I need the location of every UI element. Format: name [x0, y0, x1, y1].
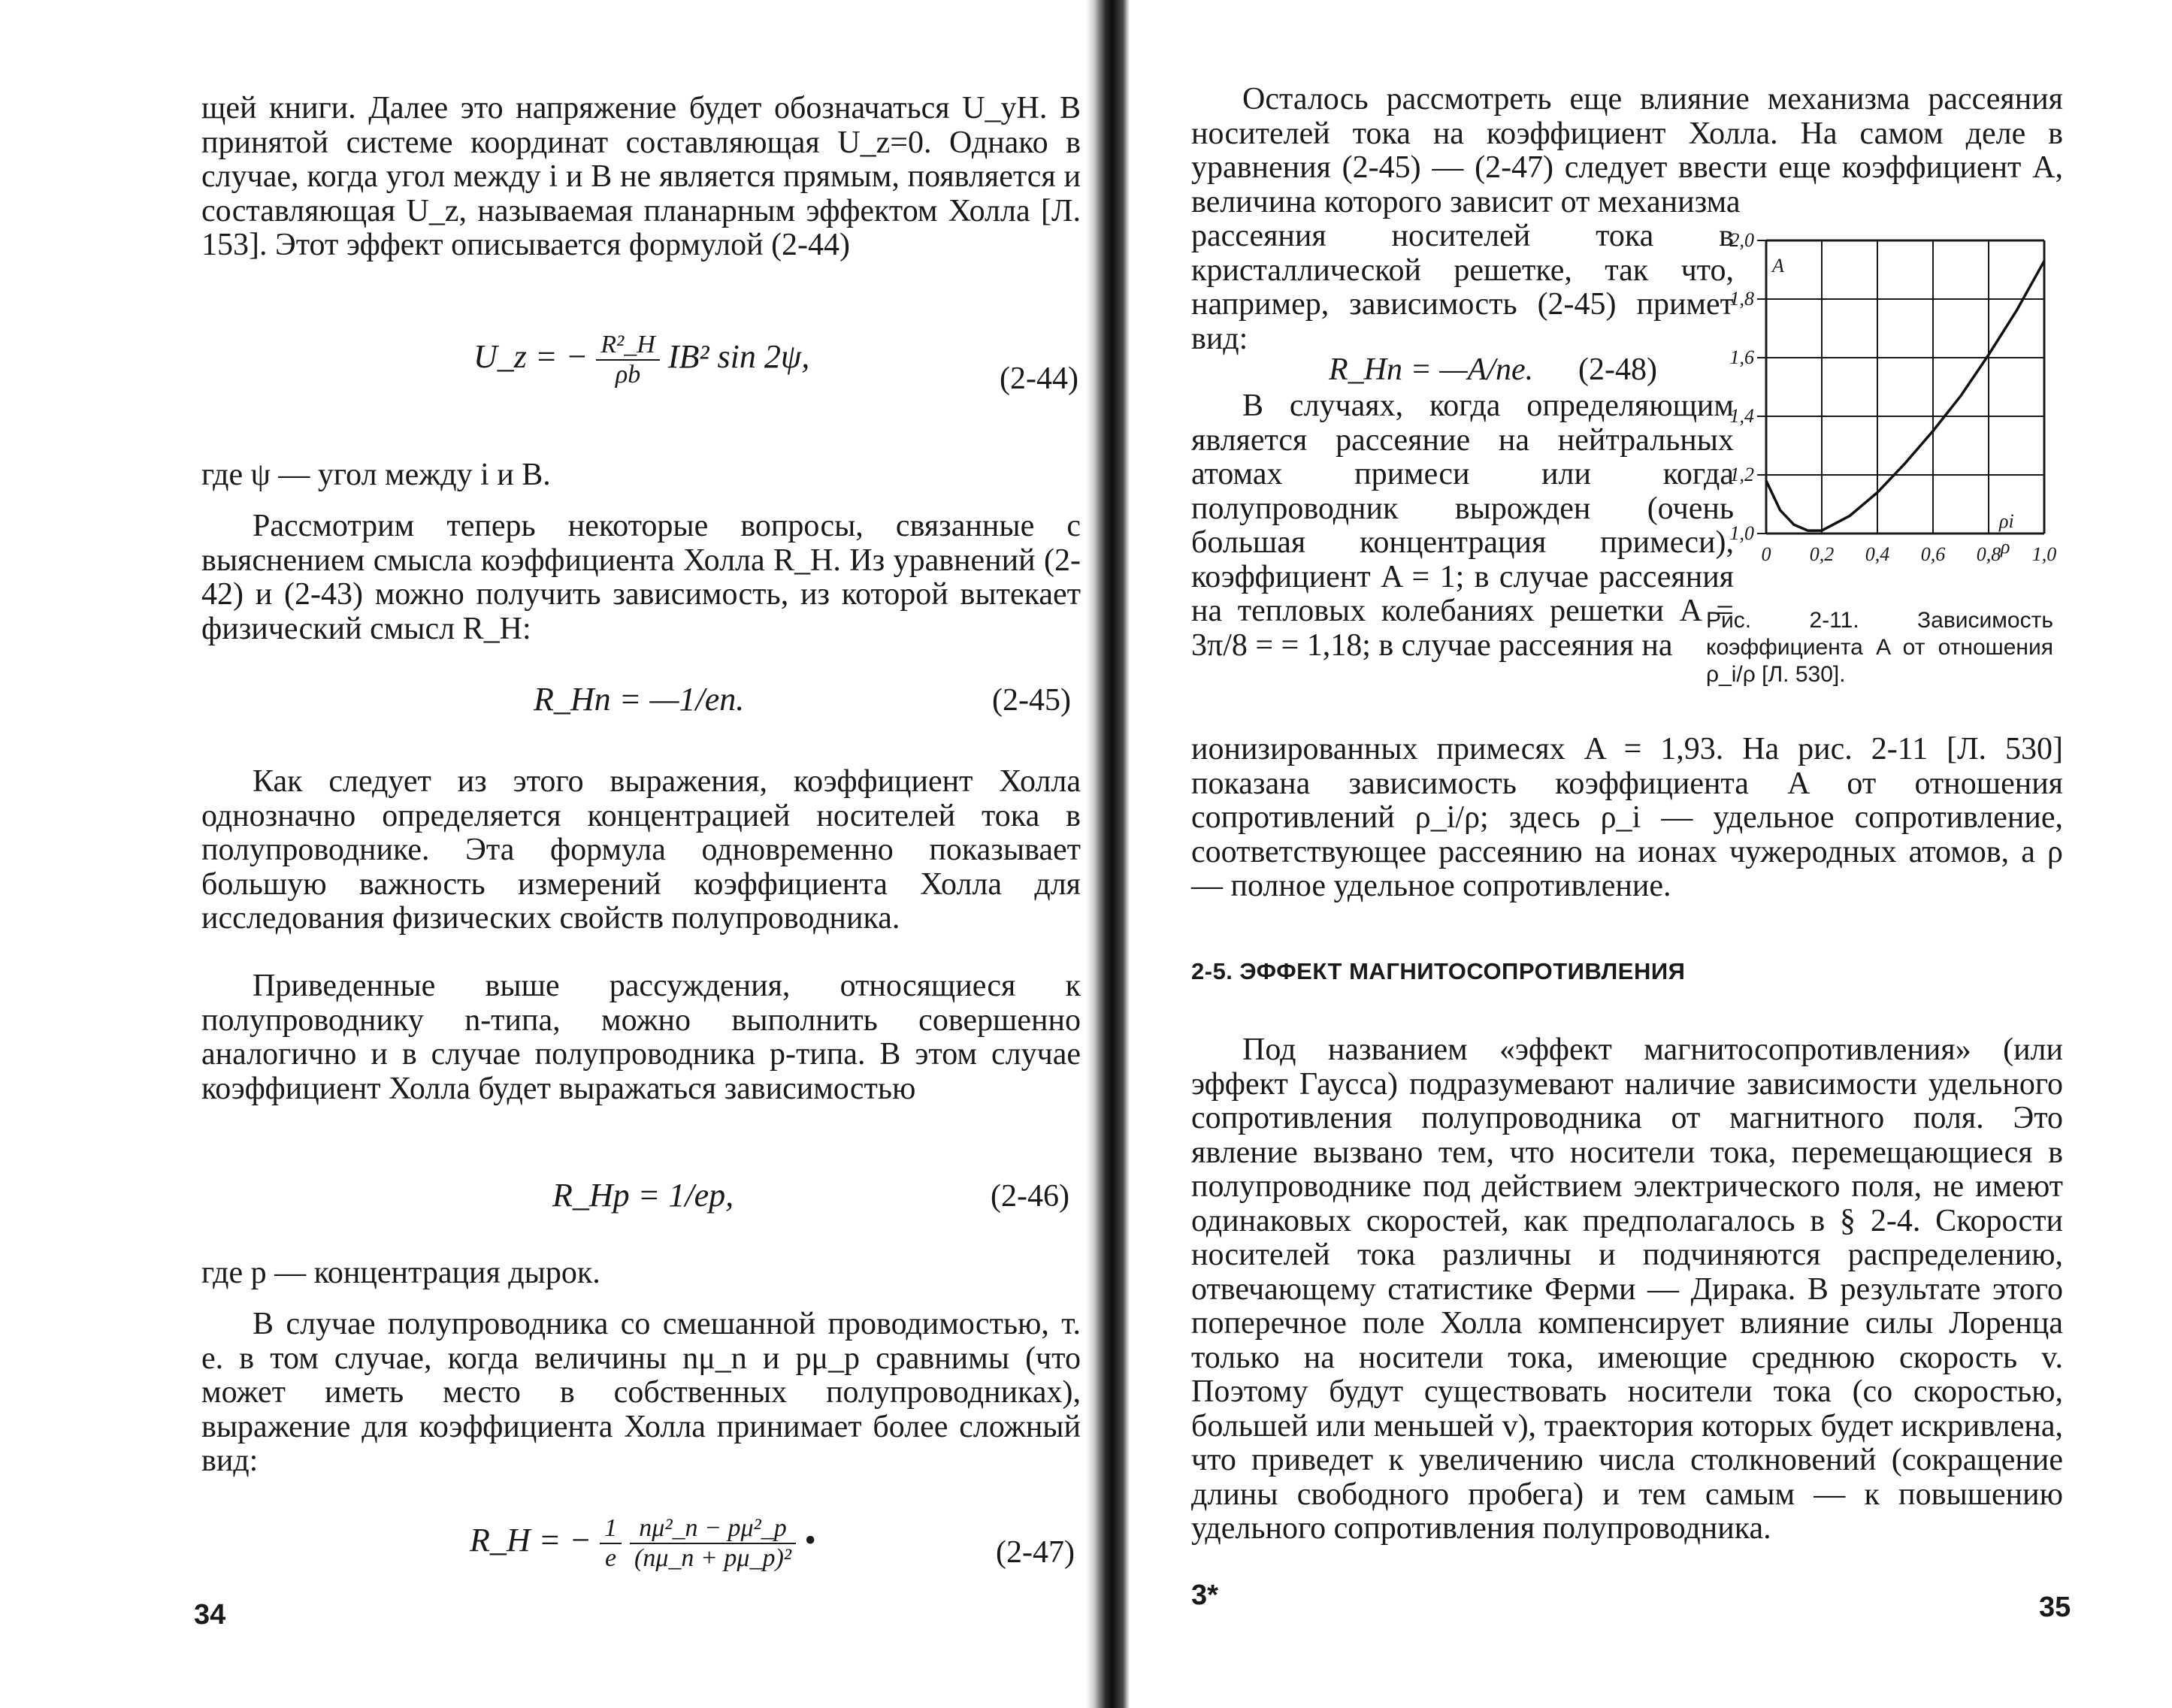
right-para-2-start-text: В случаях, когда определяющим является рассеяние на нейтральных атомах примеси или когда полупроводник вырожден (очень большая концентрация примеси), коэффициент A = 1; в случае рассеяния на тепловых колебаниях решетки A = 3π/8 = = 1,18; в случае рассеяния на [1191, 388, 1734, 663]
y-tick-label: 2,0 [1729, 229, 1754, 251]
equation-2-46: R_Hp = 1/ep, [552, 1177, 734, 1214]
right-page [1112, 0, 2172, 1708]
chart-grid [1766, 240, 2044, 534]
equation-2-45: R_Hn = —1/en. [534, 681, 745, 718]
chart-curve [1766, 261, 2044, 531]
right-para-2-end-text: ионизированных примесях A = 1,93. На рис. 2-11 [Л. 530] показана зависимость коэффициента A от отношения сопротивлений ρ_i/ρ; здесь ρ_i — удельное сопротивление, соответствующее рассеянию на ионах чужеродных атомов, а ρ — полное удельное сопротивление. [1191, 732, 2063, 903]
right-para-2-end [1191, 733, 2063, 904]
eq44-numerator: R²_H [596, 331, 660, 361]
left-para-1 [201, 92, 1081, 263]
left-para-5 [201, 1307, 1081, 1479]
x-tick-label: 1,0 [2031, 543, 2057, 565]
where-psi-text: где ψ — угол между i и B. [201, 458, 551, 492]
x-tick-label: 0,4 [1865, 543, 1890, 565]
y-tick-label: 1,2 [1729, 464, 1754, 485]
curve-line-A [1766, 261, 2044, 531]
eq44-denominator: ρb [615, 361, 641, 388]
eq47-lhs: R_H = − [470, 1522, 592, 1559]
section-heading: 2-5. ЭФФЕКТ МАГНИТОСОПРОТИВЛЕНИЯ [1191, 958, 1686, 984]
equation-2-48: R_Hn = —A/ne. [1329, 352, 1534, 387]
left-para-2 [201, 509, 1081, 646]
figure-2-11-chart [1699, 225, 2057, 594]
right-page-number: 35 [2039, 1592, 2071, 1623]
where-p [201, 1256, 1081, 1291]
right-para-2-start [1191, 389, 1734, 663]
eq47-fraction-1 [600, 1514, 622, 1573]
x-tick-label: 0 [1761, 543, 1771, 565]
y-tick-label: 1,0 [1729, 522, 1754, 544]
equation-2-44 [473, 331, 809, 389]
right-para-1-cont [1191, 219, 1734, 356]
y-tick-label: 1,4 [1729, 405, 1754, 427]
eq44-label: (2-44) [1000, 361, 1078, 396]
y-tick-label: 1,8 [1729, 288, 1754, 310]
eq44-rhs: IB² sin 2ψ, [667, 338, 810, 376]
left-para-2-text: Рассмотрим теперь некоторые вопросы, связанные с выяснением смысла коэффициента Холла R_H. Из уравнений (2-42) и (2-43) можно получить зависимость, из которой вытекает физический смысл R_H: [201, 509, 1081, 646]
left-para-4 [201, 969, 1081, 1106]
left-para-3-text: Как следует из этого выражения, коэффициент Холла однозначно определяется концентрацией носителей тока в полупроводнике. Эта формула одновременно показывает большую важность измерений коэффициента Холла для исследования физических свойств полупроводника. [201, 764, 1081, 936]
eq47-f2-denominator: (nμ_n + pμ_p)² [634, 1544, 791, 1572]
left-para-1-text: щей книги. Далее это напряжение будет обозначаться U_yH. В принятой системе координат составляющая U_z=0. Однако в случае, когда угол между i и B не является прямым, появляется и составляющая U_z, называемая планарным эффектом Холла [Л. 153]. Этот эффект описывается формулой (2-44) [201, 91, 1081, 262]
right-para-3-text: Под названием «эффект магнитосопротивления» (или эффект Гаусса) подразумевают наличие зависимости удельного сопротивления полупроводника от магнитного поля. Это явление вызвано тем, что носители тока, перемещающиеся в полупроводнике под действием электрического поля, не имеют одинаковых скоростей, как предполагалось в § 2-4. Скорости носителей тока различны и подчиняются распределению, отвечающему статистике Ферми — Дирака. В результате этого поперечное поле Холла компенсирует влияние силы Лоренца только на носители тока, имеющие среднюю скорость v. Поэтому будут существовать носители тока (со скоростью, большей или меньшей v), траектория которых будет искривлена, что приведет к увеличению числа столкновений (сокращение длины свободного пробега) и тем самым — к повышению удельного сопротивления полупроводника. [1191, 1032, 2063, 1546]
eq48-label: (2-48) [1578, 352, 1657, 387]
x-tick-label: 0,6 [1920, 543, 1946, 565]
eq47-f2-numerator: nμ²_n − pμ²_p [630, 1514, 796, 1544]
left-para-4-text: Приведенные выше рассуждения, относящиеся к полупроводнику n-типа, можно выполнить совершенно аналогично и в случае полупроводника p-типа. В этом случае коэффициент Холла будет выражаться зависимостью [201, 969, 1081, 1106]
equation-2-47 [470, 1514, 815, 1573]
eq47-f1-numerator: 1 [600, 1514, 622, 1544]
left-page-number: 34 [194, 1599, 226, 1631]
eq45-label: (2-45) [992, 683, 1071, 718]
eq47-f1-denominator: e [605, 1544, 617, 1572]
chart-x-label-numerator: ρi [1999, 510, 2014, 532]
eq47-dot: • [803, 1522, 816, 1559]
right-para-1 [1191, 83, 2063, 219]
x-tick-label: 0,8 [1976, 543, 2001, 565]
y-tick-label: 1,6 [1729, 346, 1754, 368]
left-para-5-text: В случае полупроводника со смешанной проводимостью, т. е. в том случае, когда величины nμ_n и pμ_p сравнимы (что может иметь место в собственных полупроводниках), выражение для коэффициента Холла принимает более сложный вид: [201, 1307, 1081, 1478]
where-p-text: где p — концентрация дырок. [201, 1256, 600, 1290]
right-para-1-text: Осталось рассмотреть еще влияние механизма рассеяния носителей тока на коэффициент Холла. На самом деле в уравнения (2-45) — (2-47) следует ввести еще коэффициент A, величина которого зависит от механизма [1191, 82, 2063, 219]
x-tick-label: 0,2 [1809, 543, 1835, 565]
eq44-lhs: U_z = − [473, 338, 588, 376]
right-para-1-cont-text: рассеяния носителей тока в кристаллической решетке, так что, например, зависимость (2-45) примет вид: [1191, 219, 1734, 356]
where-psi [201, 458, 1081, 493]
figure-caption: Рис. 2-11. Зависимость коэффициента A от отношения ρ_i/ρ [Л. 530]. [1706, 608, 2053, 687]
eq46-label: (2-46) [991, 1179, 1069, 1214]
eq47-label: (2-47) [996, 1535, 1075, 1570]
eq47-fraction-2 [630, 1514, 796, 1573]
eq44-fraction [596, 331, 660, 389]
chart-axes [1757, 240, 1766, 534]
chart-y-label: A [1772, 255, 1784, 277]
left-para-3 [201, 765, 1081, 936]
chart-x-label-denominator: ρ [2001, 536, 2010, 558]
signature-mark: 3* [1191, 1580, 1218, 1611]
right-para-3 [1191, 1033, 2063, 1546]
